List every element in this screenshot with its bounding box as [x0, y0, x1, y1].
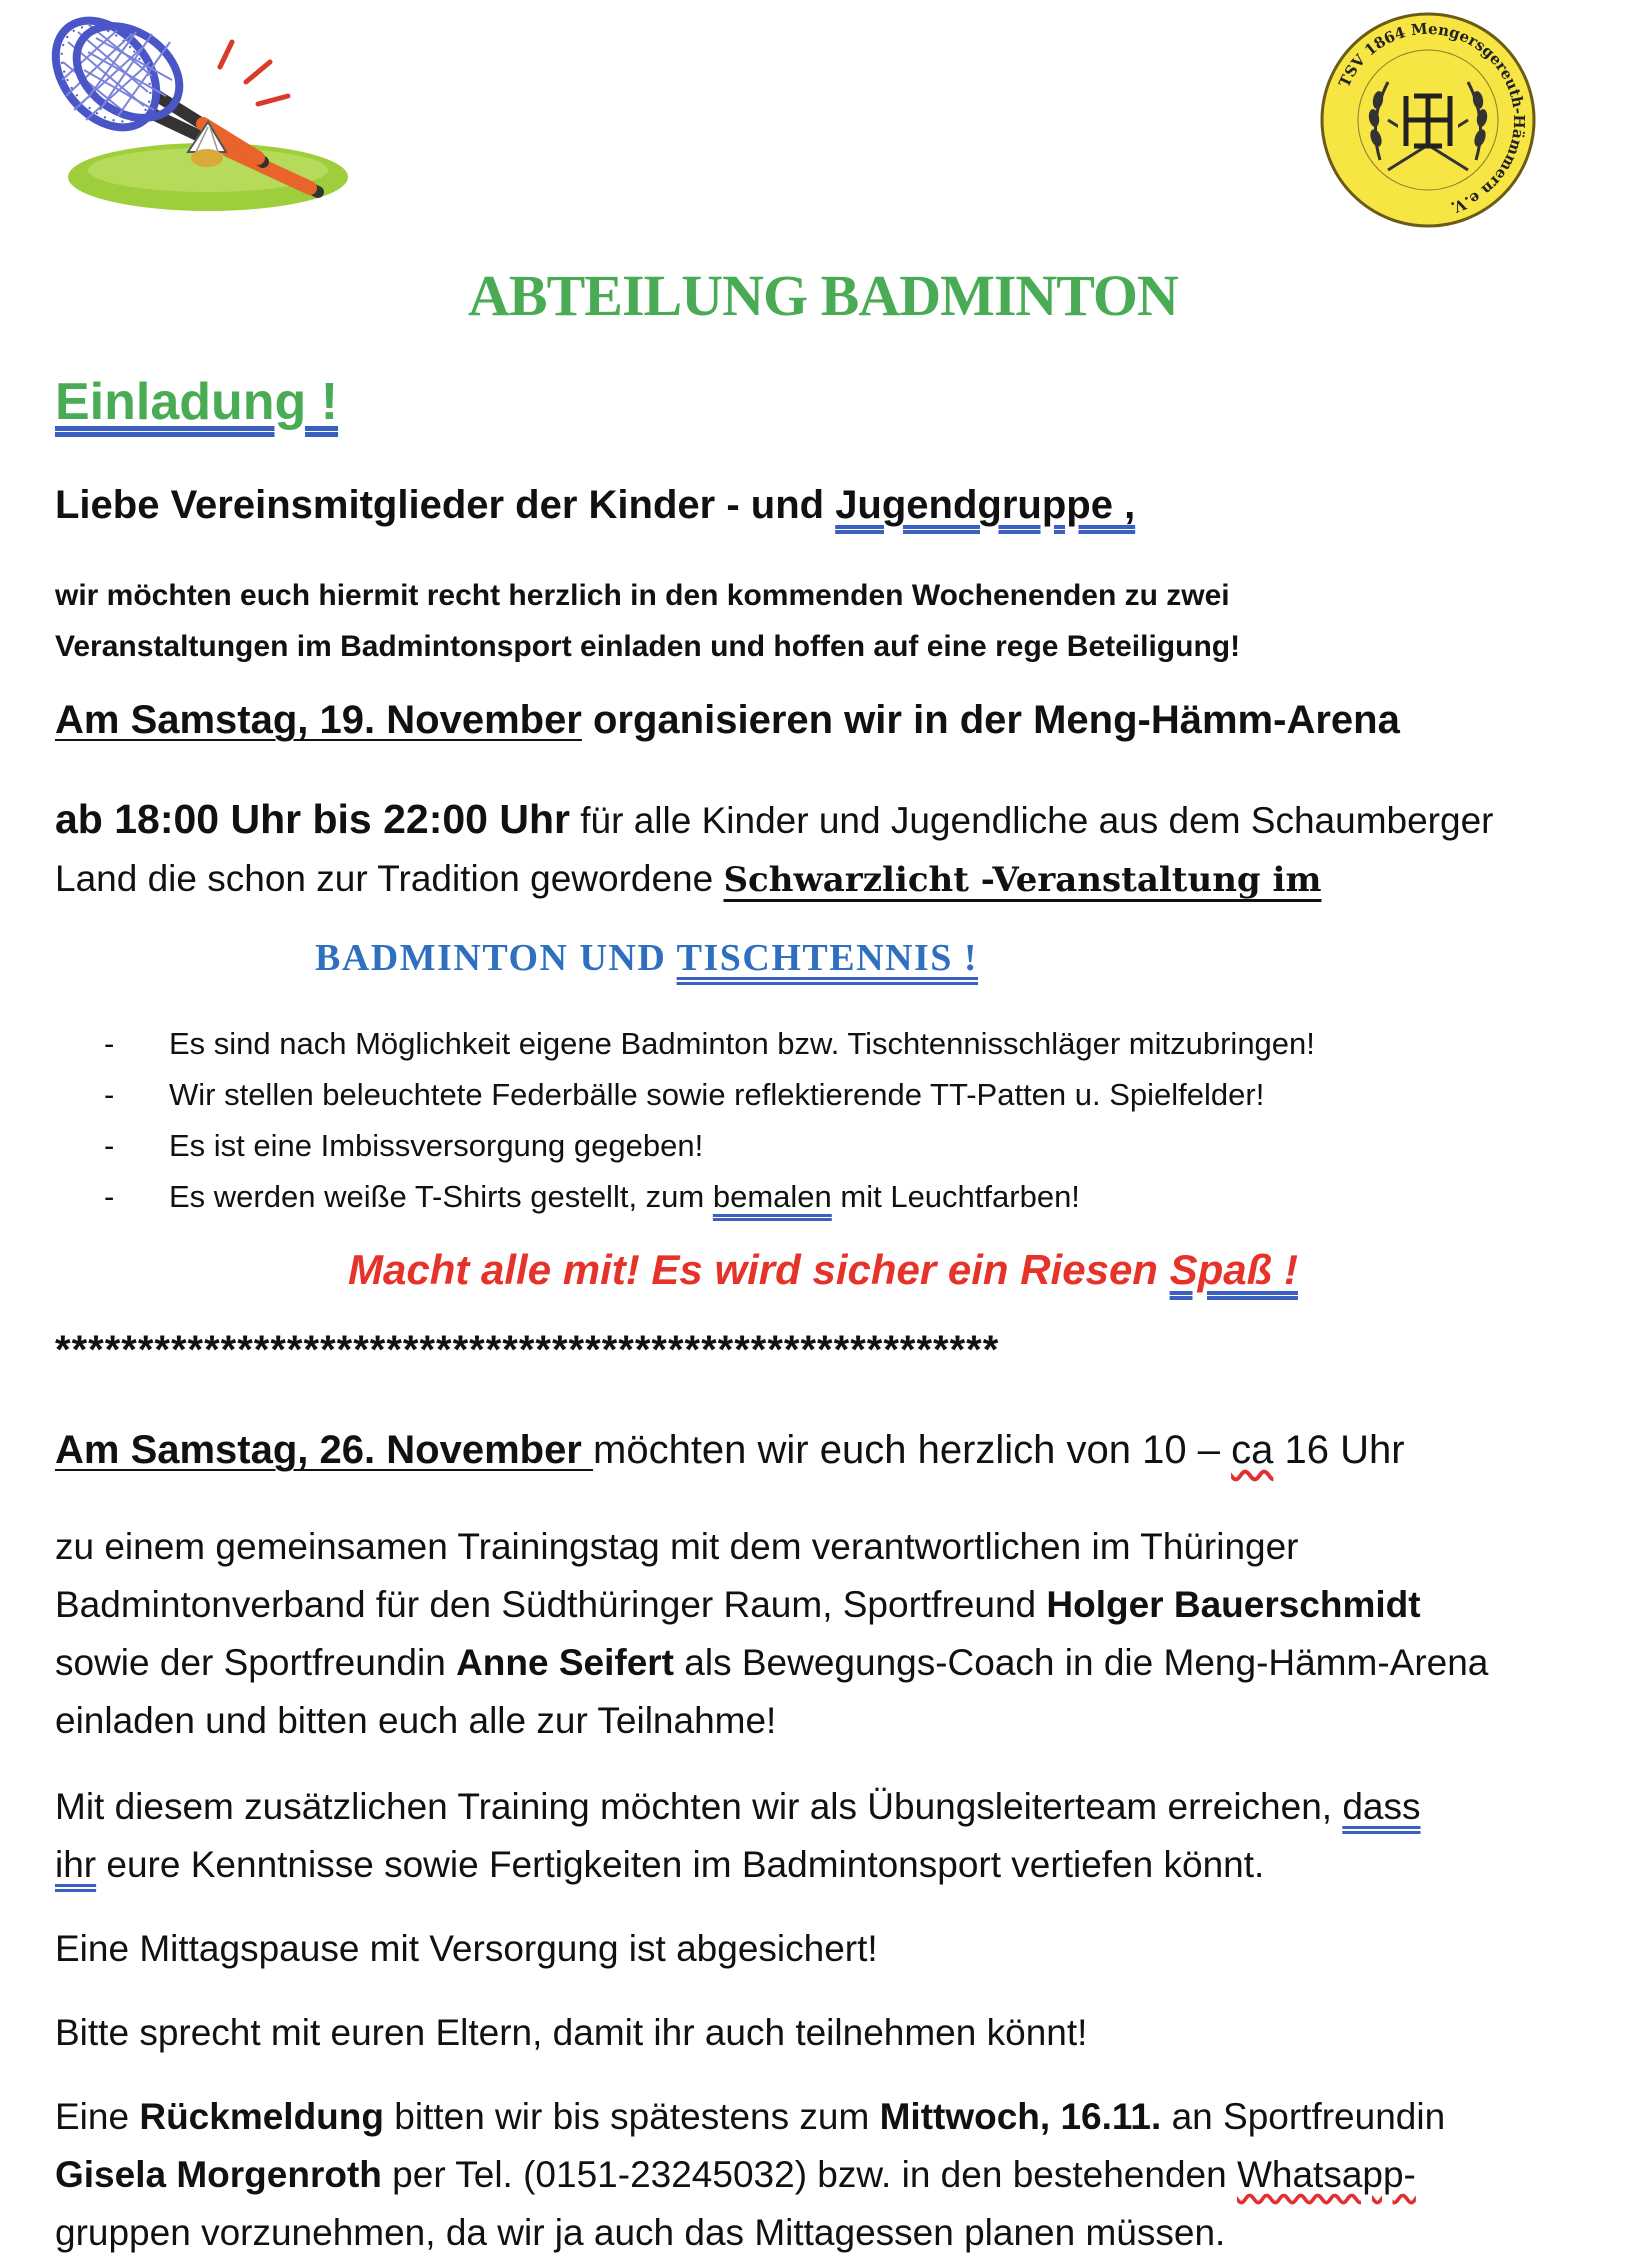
slogan-text: Macht alle mit! Es wird sicher ein Riesen	[348, 1246, 1170, 1293]
list-item-text-underlined: bemalen	[712, 1179, 832, 1214]
whatsapp-text: Whatsapp-	[1236, 2154, 1416, 2195]
event1-text-2: Land die schon zur Tradition gewordene	[55, 858, 724, 899]
coach-name: Anne Seifert	[456, 1642, 674, 1683]
list-item-text: Es sind nach Möglichkeit eigene Badminton bzw. Tischtennisschläger mitzubringen!	[169, 1026, 1315, 1061]
event2-ca: ca	[1231, 1428, 1274, 1472]
event2-heading	[55, 1428, 1405, 1473]
event1-time: ab 18:00 Uhr bis 22:00 Uhr	[55, 796, 570, 842]
registration-deadline: Mittwoch, 16.11.	[879, 2096, 1162, 2137]
training-line-3: sowie der Sportfreundin	[55, 1642, 457, 1683]
list-item-text: Es werden weiße T-Shirts gestellt, zum	[169, 1179, 713, 1214]
separator-text: *********************************************************	[55, 1328, 1000, 1372]
goal-dass: dass	[1342, 1786, 1421, 1827]
intro-paragraph	[55, 570, 1595, 672]
lunch-paragraph	[55, 1920, 1615, 1978]
sports-title	[315, 936, 978, 980]
registration-text-1: Eine	[55, 2096, 140, 2137]
event1-description	[55, 790, 1615, 909]
slogan-fun-text: Spaß !	[1169, 1246, 1298, 1293]
greeting-text: Liebe Vereinsmitglieder der Kinder - und	[55, 483, 836, 527]
sports-title-2: TISCHTENNIS !	[676, 937, 979, 979]
list-item-text-end: mit Leuchtfarben!	[831, 1179, 1080, 1214]
registration-text-2: bitten wir bis spätestens zum	[383, 2096, 880, 2137]
club-seal-logo	[1318, 10, 1538, 235]
title-text: ABTEILUNG BADMINTON	[468, 263, 1178, 328]
goal-paragraph	[55, 1778, 1615, 1894]
list-item-text: Wir stellen beleuchtete Federbälle sowie reflektierende TT-Patten u. Spielfelder!	[169, 1077, 1265, 1112]
goal-text-2: eure Kenntnisse sowie Fertigkeiten im Badmintonsport vertiefen könnt.	[96, 1844, 1265, 1885]
training-line-2: Badmintonverband für den Südthüringer Raum, Sportfreund	[55, 1584, 1047, 1625]
registration-text-5: gruppen vorzunehmen, da wir ja auch das Mittagessen planen müssen.	[55, 2212, 1226, 2253]
registration-keyword: Rückmeldung	[139, 2096, 384, 2137]
event1-text-1: für alle Kinder und Jugendliche aus dem Schaumberger	[569, 800, 1494, 841]
trainer-name: Holger Bauerschmidt	[1046, 1584, 1421, 1625]
event1-location: organisieren wir in der Meng-Hämm-Arena	[581, 698, 1400, 742]
lunch-text: Eine Mittagspause mit Versorgung ist abgesichert!	[55, 1928, 878, 1969]
invitation-heading-text: Einladung !	[55, 373, 339, 431]
greeting	[55, 483, 1135, 528]
event1-bullet-list	[104, 1018, 1315, 1222]
event1-date: Am Samstag, 19. November	[55, 698, 582, 742]
contact-name: Gisela Morgenroth	[55, 2154, 382, 2195]
intro-line-1: wir möchten euch hiermit recht herzlich in den kommenden Wochenenden zu zwei	[55, 579, 1230, 612]
intro-line-2: Veranstaltungen im Badmintonsport einladen und hoffen auf eine rege Beteiligung!	[55, 630, 1241, 663]
greeting-group-text: Jugendgruppe ,	[835, 483, 1136, 527]
badminton-rackets-illustration	[48, 12, 358, 227]
registration-text-4: per Tel. (0151-23245032) bzw. in den bestehenden	[381, 2154, 1237, 2195]
training-line-4: einladen und bitten euch alle zur Teilnahme!	[55, 1700, 777, 1741]
invitation-heading	[55, 372, 338, 432]
list-item	[104, 1018, 1315, 1069]
training-line-1: zu einem gemeinsamen Trainingstag mit dem verantwortlichen im Thüringer	[55, 1526, 1299, 1567]
black-light-event: Schwarzlicht -Veranstaltung im	[723, 860, 1322, 900]
list-item	[104, 1171, 1315, 1222]
goal-text-1: Mit diesem zusätzlichen Training möchten wir als Übungsleiterteam erreichen,	[55, 1786, 1343, 1827]
event2-heading-text: möchten wir euch herzlich von 10 –	[593, 1428, 1232, 1472]
goal-ihr: ihr	[55, 1844, 97, 1885]
event2-date: Am Samstag, 26. November	[55, 1428, 593, 1472]
sports-title-1: BADMINTON UND	[315, 937, 677, 979]
event1-heading	[55, 698, 1400, 743]
event2-heading-end: 16 Uhr	[1273, 1428, 1405, 1472]
svg-text:TSV 1864 Mengersgereuth-Hämmer: TSV 1864 Mengersgereuth-Hämmern e.V.	[1335, 19, 1529, 217]
training-line-3-end: als Bewegungs-Coach in die Meng-Hämm-Arena	[674, 1642, 1489, 1683]
parents-text: Bitte sprecht mit euren Eltern, damit ihr auch teilnehmen könnt!	[55, 2012, 1088, 2053]
slogan	[0, 1246, 1646, 1294]
page-title	[0, 262, 1646, 329]
separator-stars	[55, 1328, 999, 1373]
parents-paragraph	[55, 2004, 1615, 2062]
registration-paragraph	[55, 2088, 1615, 2262]
list-item	[104, 1069, 1315, 1120]
list-item-text: Es ist eine Imbissversorgung gegeben!	[169, 1128, 704, 1163]
list-item	[104, 1120, 1315, 1171]
registration-text-3: an Sportfreundin	[1161, 2096, 1446, 2137]
training-paragraph	[55, 1518, 1615, 1750]
